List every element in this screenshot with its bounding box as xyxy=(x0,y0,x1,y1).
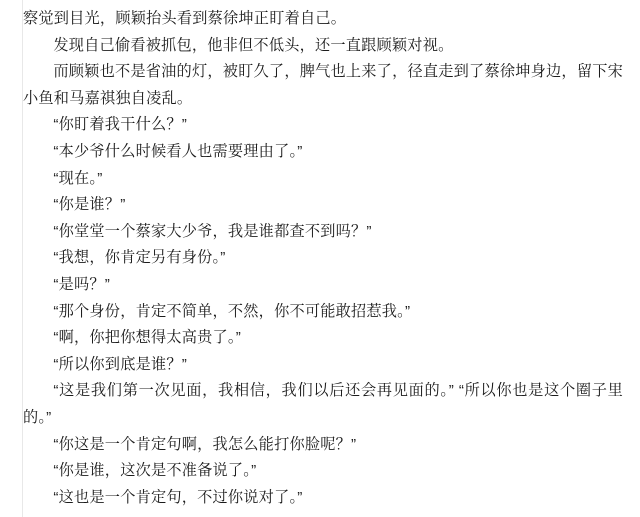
paragraph: “现在。” xyxy=(53,169,103,187)
paragraph: “这是我们第一次见面，我相信，我们以后还会再见面的。” “所以你也是这个圈子里的。” xyxy=(23,382,623,426)
paragraph: “我想，你肯定另有身份。” xyxy=(53,249,226,267)
paragraph: “你是谁，这次是不准备说了。” xyxy=(53,462,257,480)
paragraph: 察觉到目光，顾颖抬头看到蔡徐坤正盯着自己。 xyxy=(23,10,347,27)
paragraph: “所以你到底是谁？” xyxy=(53,355,188,373)
document-body xyxy=(23,0,623,511)
right-margin-gutter xyxy=(624,0,640,517)
paragraph: 发现自己偷看被抓包，他非但不低头，还一直跟顾颖对视。 xyxy=(53,36,454,54)
paragraph: “本少爷什么时候看人也需要理由了。” xyxy=(53,142,303,160)
paragraph: “你堂堂一个蔡家大少爷，我是谁都查不到吗？” xyxy=(53,222,372,240)
paragraph: “啊，你把你想得太高贵了。” xyxy=(53,329,241,347)
paragraph: “这也是一个肯定句，不过你说对了。” xyxy=(53,488,303,506)
paragraph: “是吗？” xyxy=(53,275,111,293)
left-margin-gutter xyxy=(0,0,23,517)
paragraph: “那个身份，肯定不简单，不然，你不可能敢招惹我。” xyxy=(53,302,411,320)
paragraph: “你盯着我干什么？” xyxy=(53,116,188,134)
paragraph: 而顾颖也不是省油的灯，被盯久了，脾气也上来了，径直走到了蔡徐坤身边，留下宋小鱼和马嘉祺独自凌乱。 xyxy=(23,63,623,107)
paragraph: “你是谁？” xyxy=(53,196,126,214)
paragraph: “你这是一个肯定句啊，我怎么能打你脸呢？” xyxy=(53,435,357,453)
